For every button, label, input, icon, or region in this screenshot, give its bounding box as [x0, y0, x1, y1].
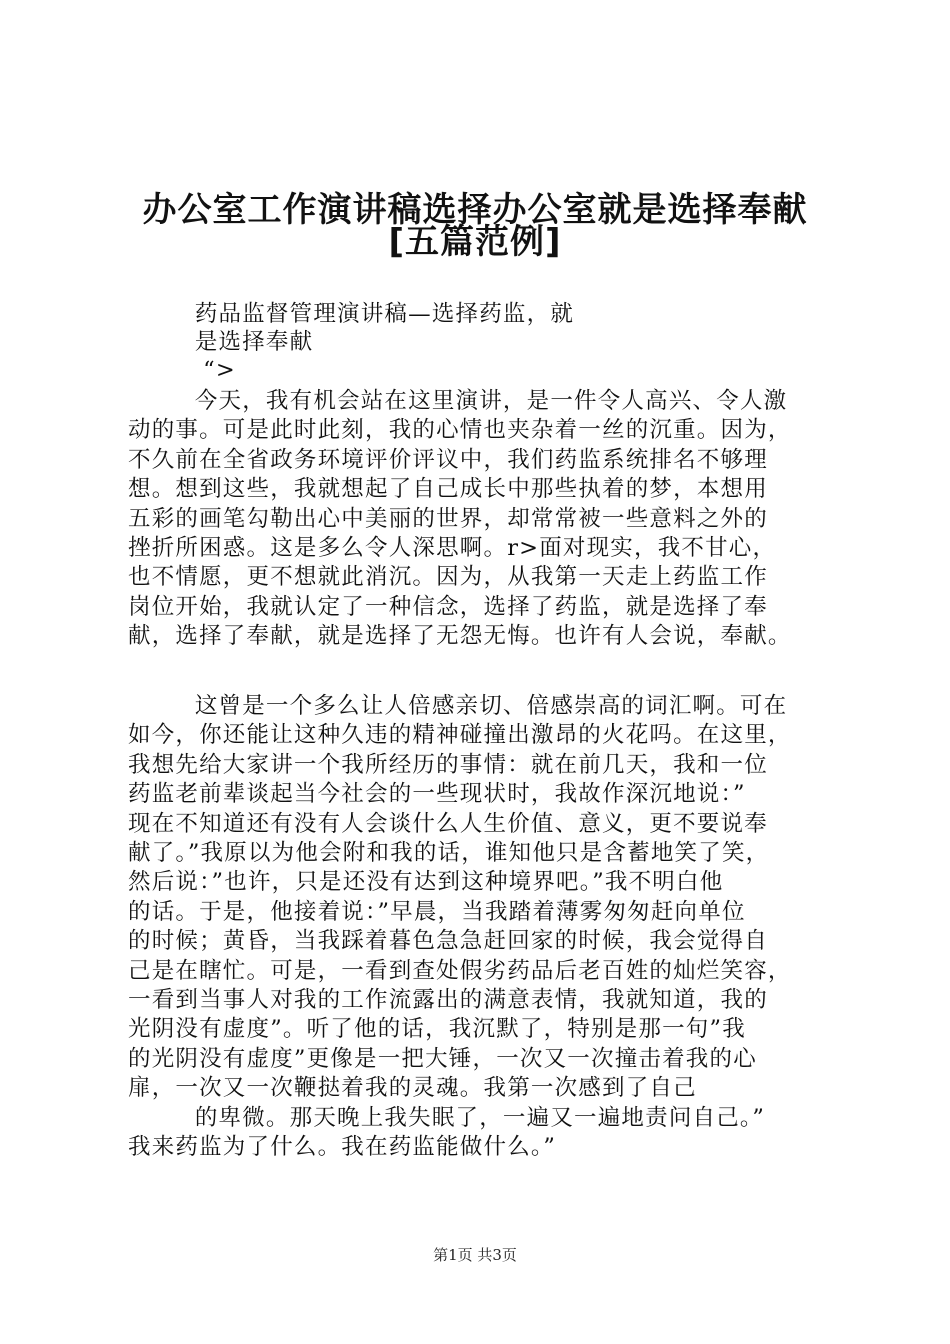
paragraph-2: 这曾是一个多么让人倍感亲切、倍感崇高的词汇啊。可在 如今，你还能让这种久违的精神碰撞出激昂的火花吗。在这里， 我想先给大家讲一个我所经历的事情：就在前几天，我和一位 药监老前辈谈起当今社会的一些现状时，我故作深沉地说：” 现在不知道还有没有人会谈什么人生价值、意义，更不要说奉 献了。”我原以为他会附和我的话，谁知他只是含蓄地笑了笑， 然后说：”也许，只是还没有达到这种境界吧。”我不明白他 的话。于是，他接着说：”早晨，当我踏着薄雾匆匆赶向单位 的时候；黄昏，当我踩着暮色急急赶回家的时候，我会觉得自 己是在瞎忙。可是，一看到查处假劣药品后老百姓的灿烂笑容， 一看到当事人对我的工作流露出的满意表情，我就知道，我的 光阴没有虚度”。听了他的话，我沉默了，特别是那一句”我 的光阴没有虚度”更像是一把大锤，一次又一次撞击着我的心 扉，一次又一次鞭挞着我的灵魂。我第一次感到了自己 的卑微。那天晚上我失眠了，一遍又一遍地责问自己。” 我来药监为了什么。我在药监能做什么。”	[128, 693, 792, 1161]
document-subtitle: 药品监督管理演讲稿—选择药监，就 是选择奉献 “>	[194, 301, 575, 383]
paragraph-1: 今天，我有机会站在这里演讲，是一件令人高兴、令人激 动的事。可是此时此刻，我的心情也夹杂着一丝的沉重。因为， 不久前在全省政务环境评价评议中，我们药监系统排名不够理 想。想到这些，我就想起了自己成长中那些执着的梦，本想用 五彩的画笔勾勒出心中美丽的世界，却常常被一些意料之外的 挫折所困惑。这是多么令人深思啊。r>面对现实，我不甘心， 也不情愿，更不想就此消沉。因为，从我第一天走上药监工作 岗位开始，我就认定了一种信念，选择了药监，就是选择了奉 献，选择了奉献，就是选择了无怨无悔。也许有人会说，奉献。	[128, 388, 792, 650]
page-footer: 第1页 共3页	[433, 1246, 517, 1264]
document-title-line2: [五篇范例]	[388, 222, 562, 262]
document-title-line1: 办公室工作演讲稿选择办公室就是选择奉献	[142, 190, 808, 230]
